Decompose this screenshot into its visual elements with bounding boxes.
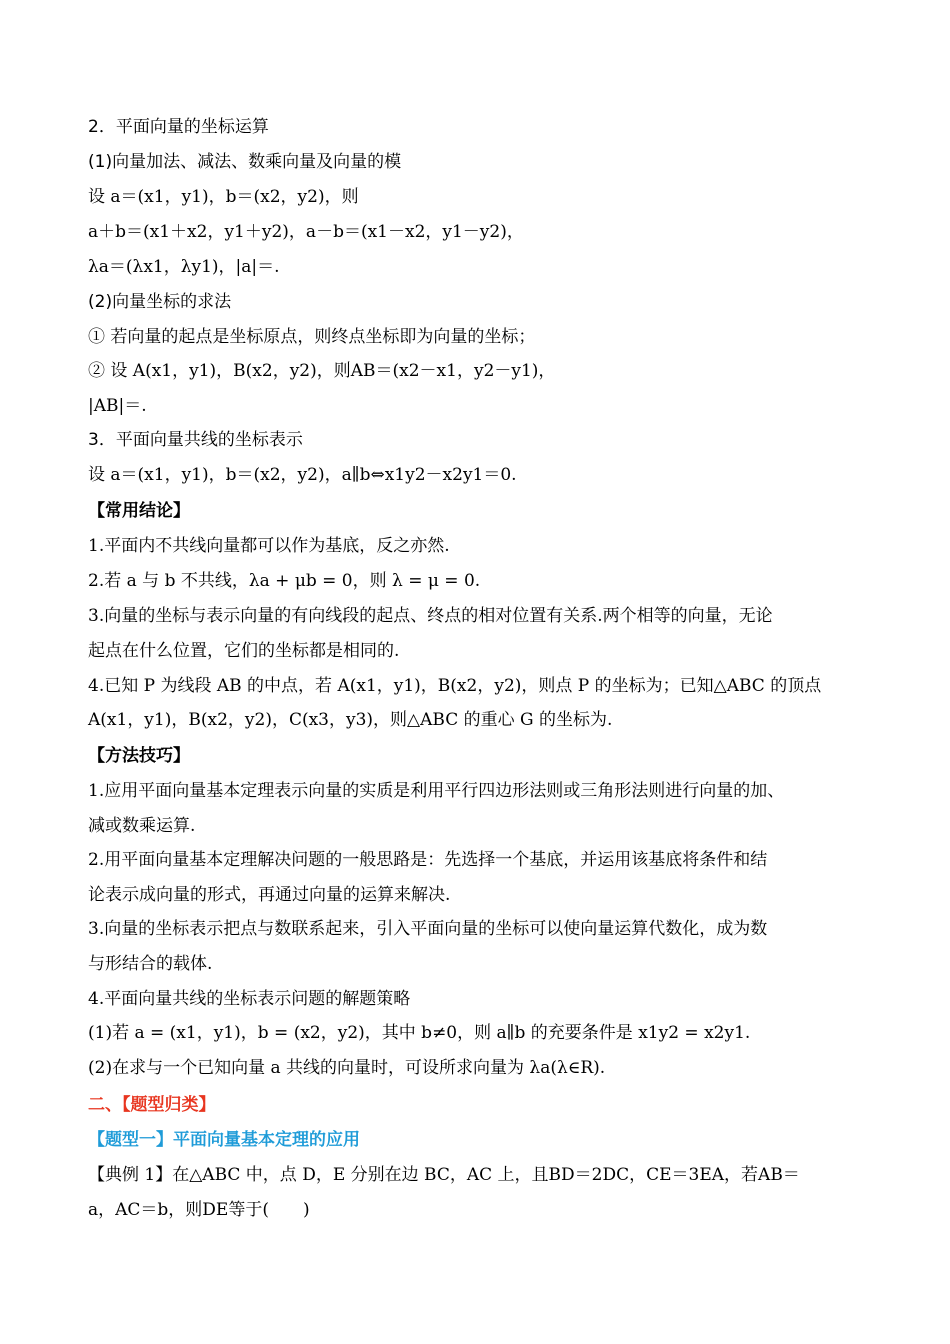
formula-line: λa＝(λx1，λy1)，|a|＝. [88,257,280,277]
text-line: 3.向量的坐标表示把点与数联系起来，引入平面向量的坐标可以使向量运算代数化，成为数 [88,919,768,939]
heading-common-conclusions: 【常用结论】 [88,501,190,521]
text-line: 4.已知 P 为线段 AB 的中点，若 A(x1，y1)，B(x2，y2)，则点 P 的坐标为；已知△ABC 的顶点 [88,676,822,696]
formula-line: ② 设 A(x1，y1)，B(x2，y2)，则AB＝(x2－x1，y2－y1)， [88,361,556,381]
text-line: 1.应用平面向量基本定理表示向量的实质是利用平行四边形法则或三角形法则进行向量的加、 [88,781,785,801]
section-heading-collinear: 3．平面向量共线的坐标表示 [88,430,303,450]
text-line: 设 a＝(x1，y1)，b＝(x2，y2)，则 [88,187,359,207]
heading-method-tips: 【方法技巧】 [88,746,190,766]
text-line: (2)在求与一个已知向量 a 共线的向量时，可设所求向量为 λa(λ∈R). [88,1058,606,1078]
formula-line: |AB|＝. [88,396,147,416]
text-line: 3.向量的坐标与表示向量的有向线段的起点、终点的相对位置有关系.两个相等的向量，无论 [88,606,773,626]
section-heading-coordinate-operations: 2．平面向量的坐标运算 [88,117,269,137]
text-line: 论表示成向量的形式，再通过向量的运算来解决. [88,885,451,905]
text-line: 2.用平面向量基本定理解决问题的一般思路是：先选择一个基底，并运用该基底将条件和结 [88,850,768,870]
text-line: A(x1，y1)，B(x2，y2)，C(x3，y3)，则△ABC 的重心 G 的坐标为. [88,710,613,730]
section-heading-question-types: 二、【题型归类】 [88,1095,216,1115]
formula-line: 设 a＝(x1，y1)，b＝(x2，y2)，a∥b⇔x1y2－x2y1＝0. [88,465,517,485]
text-line: (1)若 a = (x1，y1)，b = (x2，y2)，其中 b≠0，则 a∥b 的充要条件是 x1y2 = x2y1. [88,1023,751,1043]
text-line: 4.平面向量共线的坐标表示问题的解题策略 [88,989,411,1009]
text-line: 1.平面内不共线向量都可以作为基底，反之亦然. [88,536,450,556]
text-line: 与形结合的载体. [88,954,213,974]
text-line: 2.若 a 与 b 不共线，λa + μb = 0，则 λ = μ = 0. [88,571,481,591]
question-type-label: 【题型一】平面向量基本定理的应用 [88,1130,360,1150]
example-problem-line: 【典例 1】在△ABC 中，点 D，E 分别在边 BC，AC 上，且BD＝2DC，CE＝3EA，若AB＝ [88,1165,800,1185]
subheading-coordinate-method: (2)向量坐标的求法 [88,292,232,312]
subheading-vector-operations: (1)向量加法、减法、数乘向量及向量的模 [88,152,402,172]
text-line: 减或数乘运算. [88,816,196,836]
formula-line: a＋b＝(x1＋x2，y1＋y2)，a－b＝(x1－x2，y1－y2)， [88,222,524,242]
question-type-heading [88,1128,870,1152]
text-line: ① 若向量的起点是坐标原点，则终点坐标即为向量的坐标； [88,327,536,347]
text-line: 起点在什么位置，它们的坐标都是相同的. [88,641,400,661]
example-problem-line: a，AC＝b，则DE等于( ) [88,1200,310,1220]
